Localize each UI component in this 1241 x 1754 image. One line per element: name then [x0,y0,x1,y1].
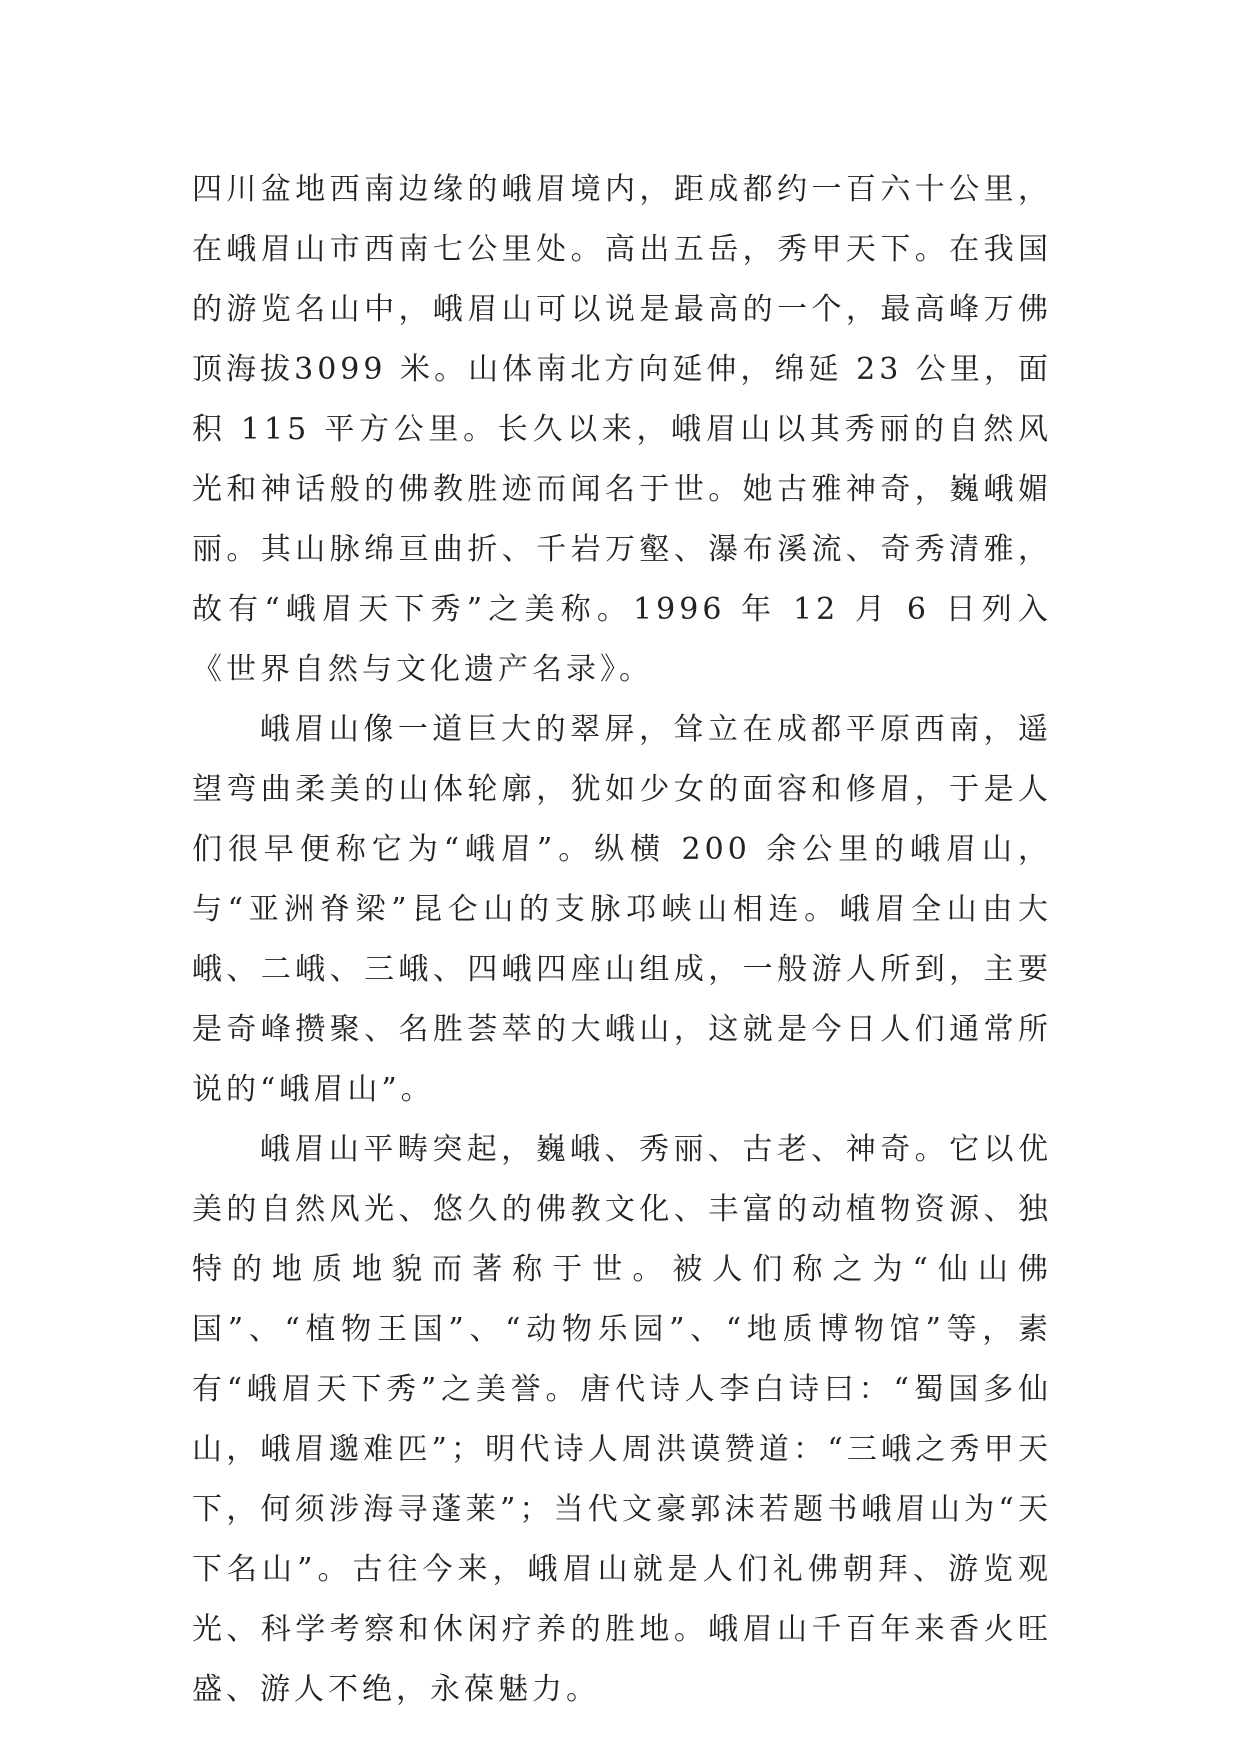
paragraph-2: 峨眉山像一道巨大的翠屏，耸立在成都平原西南，遥望弯曲柔美的山体轮廓，犹如少女的面容和修眉，于是人们很早便称它为“峨眉”。纵横 200 余公里的峨眉山，与“亚洲脊梁”昆仑山的支脉邛峡山相连。峨眉全山由大峨、二峨、三峨、四峨四座山组成，一般游人所到，主要是奇峰攒聚、名胜荟萃的大峨山，这就是今日人们通常所说的“峨眉山”。 [192,712,1052,1107]
paragraph-1: 四川盆地西南边缘的峨眉境内，距成都约一百六十公里，在峨眉山市西南七公里处。高出五岳，秀甲天下。在我国的游览名山中，峨眉山可以说是最高的一个，最高峰万佛顶海拔3099 米。山体南北方向延伸，绵延 23 公里，面积 115 平方公里。长久以来，峨眉山以其秀丽的自然风光和神话般的佛教胜迹而闻名于世。她古雅神奇，巍峨媚丽。其山脉绵亘曲折、千岩万壑、瀑布溪流、奇秀清雅，故有“峨眉天下秀”之美称。1996 年 12 月 6 日列入《世界自然与文化遗产名录》。 [192,172,1052,687]
paragraph-3: 峨眉山平畴突起，巍峨、秀丽、古老、神奇。它以优美的自然风光、悠久的佛教文化、丰富的动植物资源、独特的地质地貌而著称于世。被人们称之为“仙山佛国”、“植物王国”、“动物乐园”、“地质博物馆”等，素有“峨眉天下秀”之美誉。唐代诗人李白诗曰：“蜀国多仙山，峨眉邈难匹”；明代诗人周洪谟赞道：“三峨之秀甲天下，何须涉海寻蓬莱”；当代文豪郭沫若题书峨眉山为“天下名山”。古往今来，峨眉山就是人们礼佛朝拜、游览观光、科学考察和休闲疗养的胜地。峨眉山千百年来香火旺盛、游人不绝，永葆魅力。 [192,1132,1052,1707]
document-body [192,160,1052,1720]
